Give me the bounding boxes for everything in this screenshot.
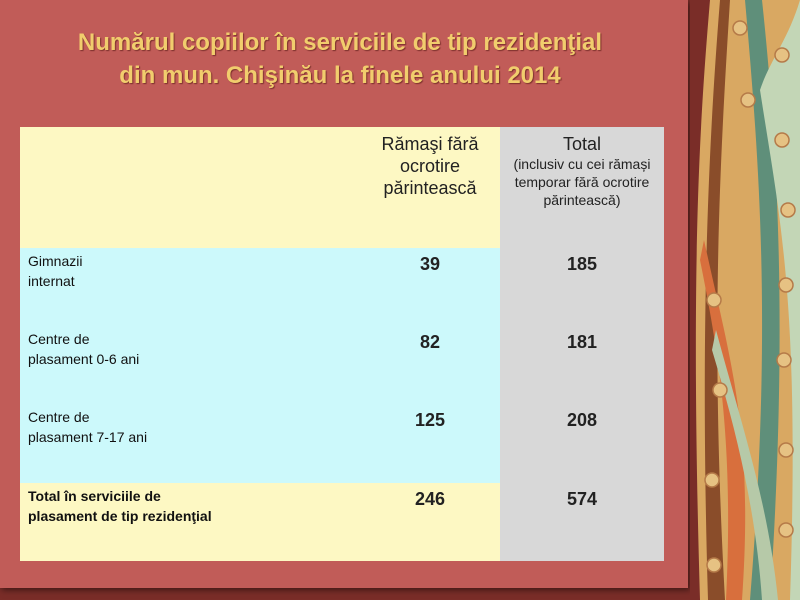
decorative-pattern: [690, 0, 800, 600]
header-left-cell: Rămaşi fără ocrotire părintească: [360, 127, 500, 248]
total-row-left-value: 246: [414, 488, 446, 509]
decorative-side-panel: [690, 0, 800, 600]
table-row: [20, 248, 664, 326]
row-label: Centre de plasament 0-6 ani: [28, 330, 140, 367]
row-left-value: 39: [419, 253, 441, 274]
table-row: [20, 404, 664, 482]
total-row-total-value: 574: [566, 488, 598, 509]
header-total-label: Total: [562, 134, 602, 154]
total-row-label: Total în serviciile de plasament de tip rezidenţial: [28, 487, 212, 524]
header-empty-cell: [20, 127, 360, 248]
header-total-note: (inclusiv cu cei rămași temporar fără ocrotire părintească): [513, 156, 651, 208]
table-row: [20, 326, 664, 404]
slide-title: [0, 26, 680, 92]
title-line-2: din mun. Chişinău la finele anului 2014: [119, 62, 561, 89]
row-label: Centre de plasament 7-17 ani: [28, 409, 148, 446]
header-total-cell: [500, 127, 664, 248]
data-table: [20, 127, 664, 561]
row-left-value: 125: [414, 410, 446, 431]
table-header-row: [20, 127, 664, 248]
row-total-value: 181: [566, 331, 598, 352]
row-total-value: 208: [566, 410, 598, 431]
row-label: Gimnazii internat: [28, 252, 83, 289]
table-total-row: [20, 483, 664, 561]
row-total-value: 185: [566, 253, 598, 274]
title-line-1: Numărul copiilor în serviciile de tip rezidenţial: [77, 29, 603, 56]
row-left-value: 82: [419, 331, 441, 352]
